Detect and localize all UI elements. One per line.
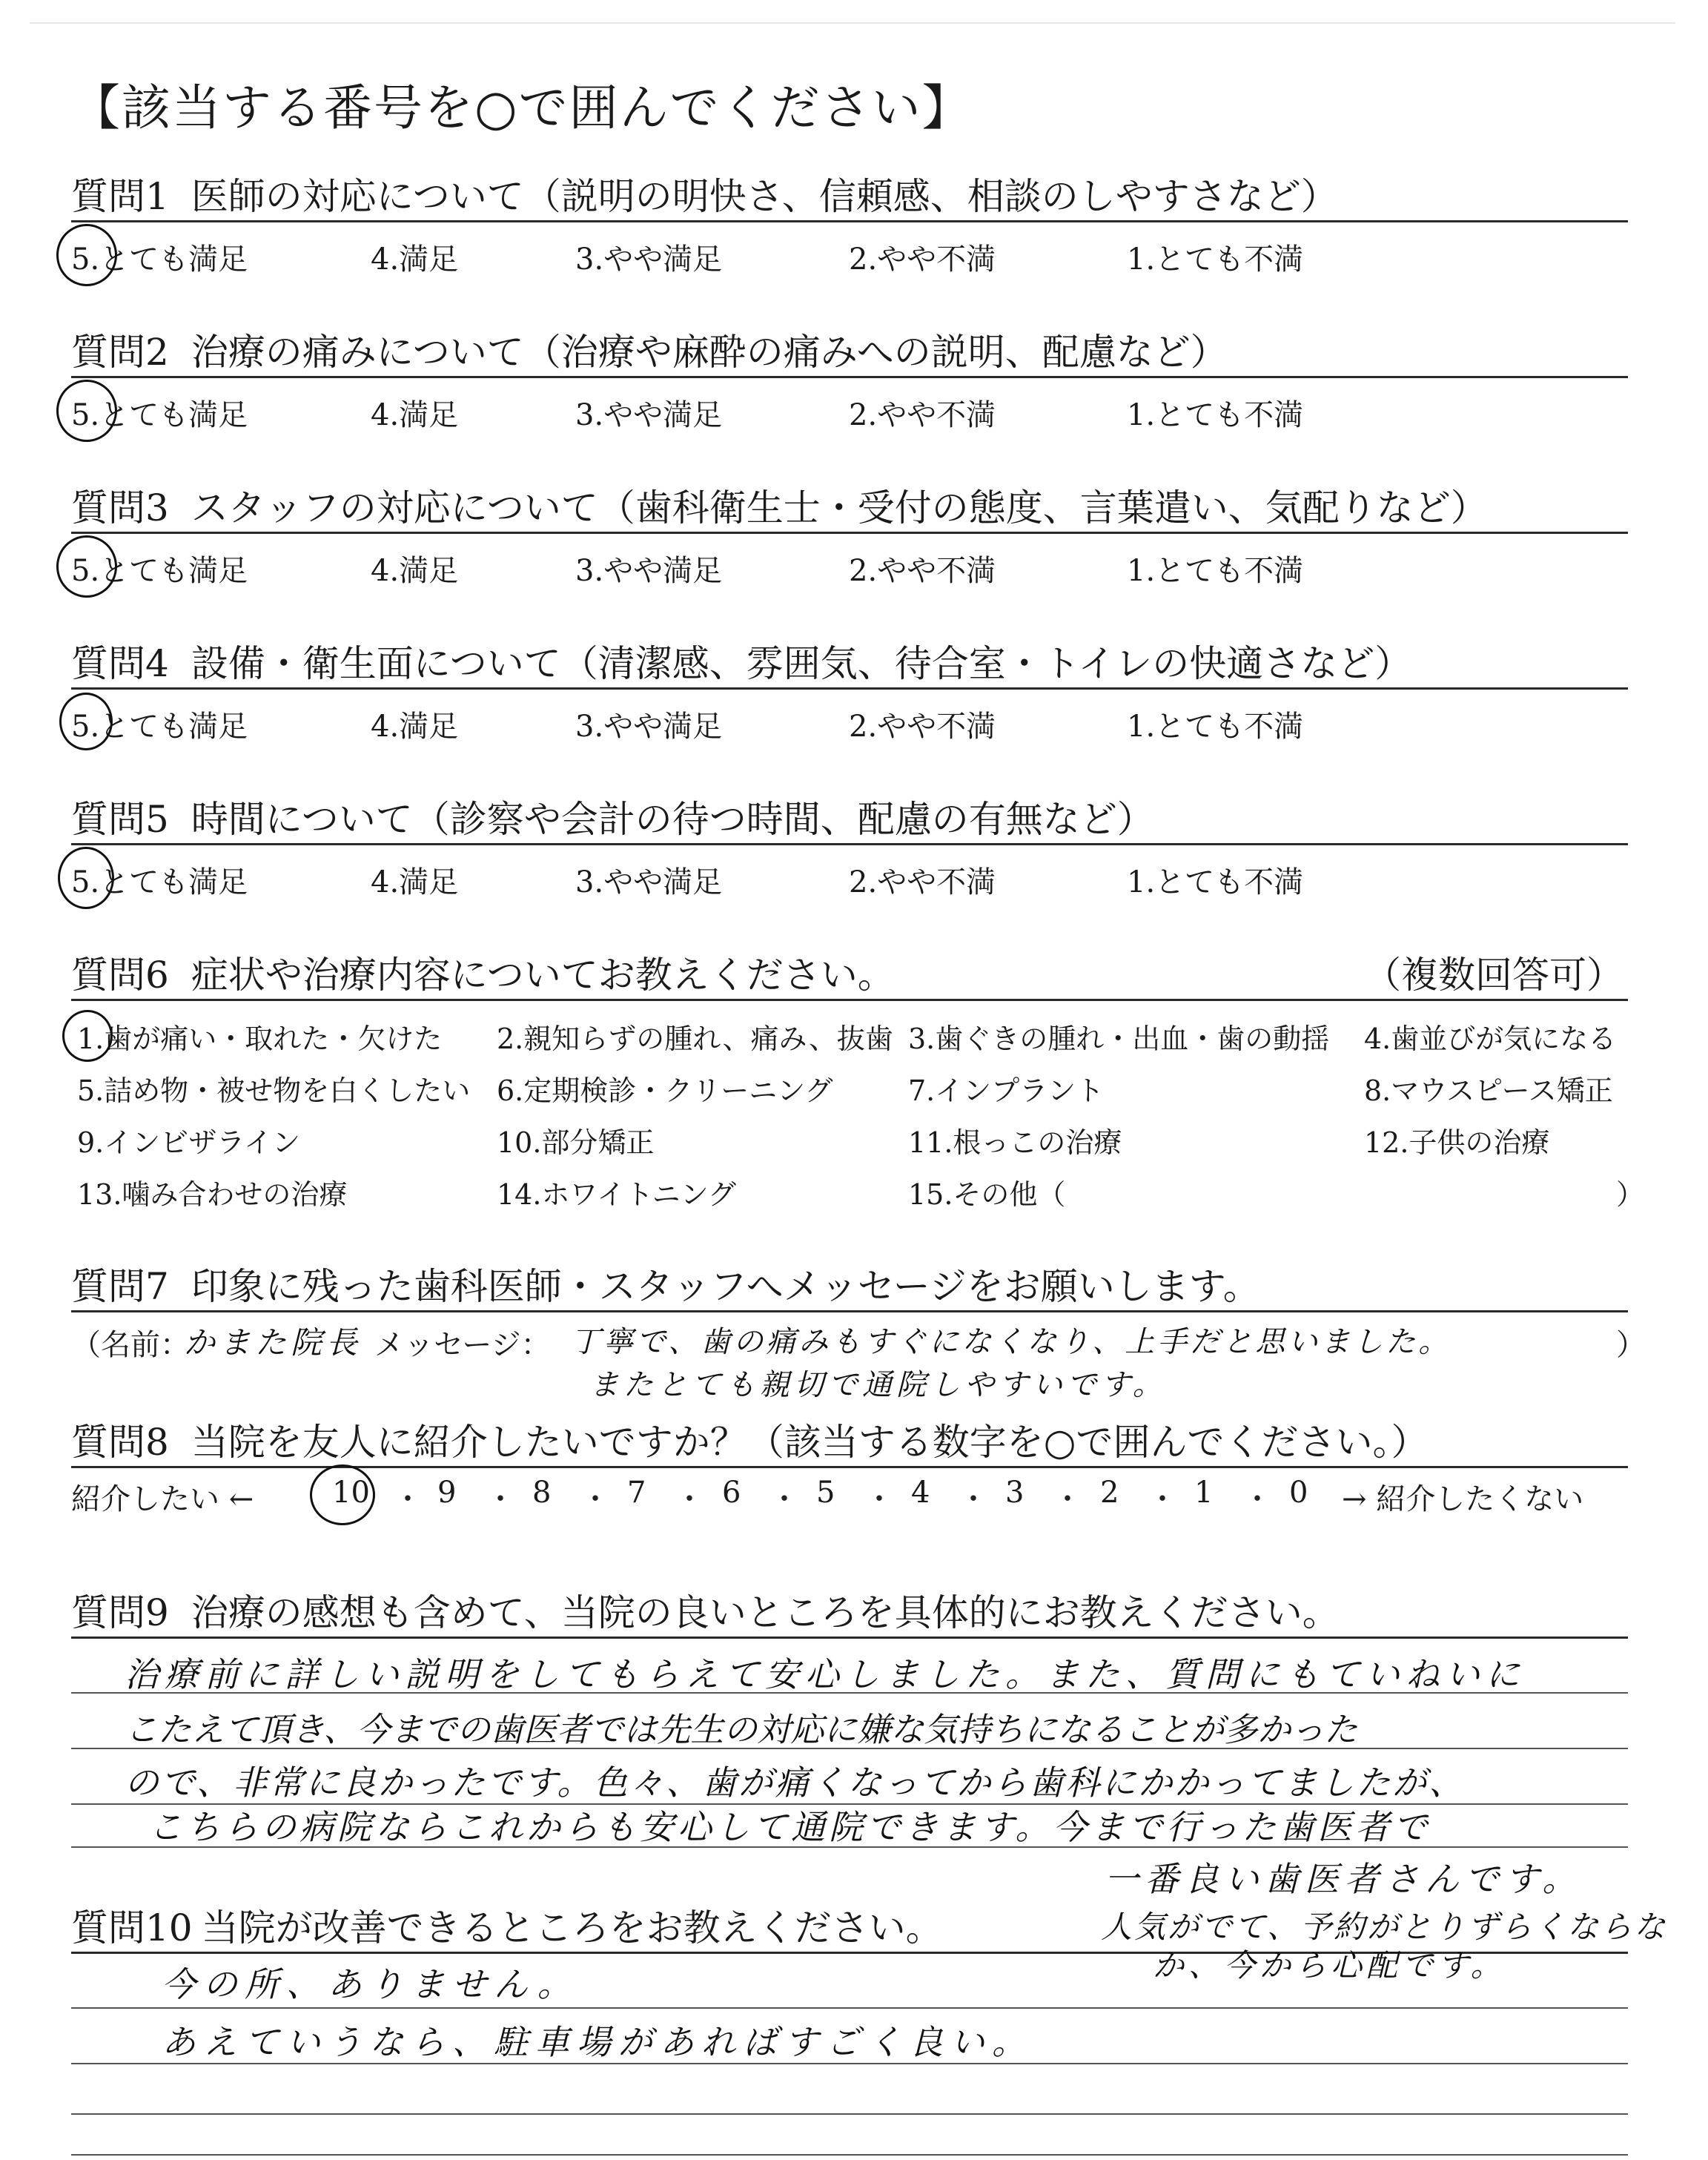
scale-separator: ・ (1053, 1482, 1082, 1516)
q6-option-6[interactable]: 6.定期検診・クリーニング (497, 1074, 833, 1107)
option-1[interactable]: 1.とても不満 (1127, 242, 1304, 277)
rule (71, 999, 1628, 1001)
option-4[interactable]: 4.満足 (371, 398, 459, 432)
question-heading: 質問9 治療の感想も含めて、当院の良いところを具体的にお教えください。 (71, 1591, 1340, 1634)
scale-0[interactable]: 0 (1289, 1476, 1308, 1510)
q10-answer-line-1[interactable]: 今の所、ありません。 (162, 1964, 579, 2004)
scale-separator: ・ (864, 1482, 894, 1516)
question-heading: 質問4 設備・衛生面について（清潔感、雰囲気、待合室・トイレの快適さなど） (71, 642, 1412, 685)
option-4[interactable]: 4.満足 (371, 710, 459, 744)
selection-circle (56, 380, 117, 442)
option-5[interactable]: 5.とても満足 (71, 242, 248, 277)
q6-option-9[interactable]: 9.インビザライン (77, 1126, 301, 1159)
answer-line (71, 2007, 1628, 2009)
option-3[interactable]: 3.やや満足 (575, 398, 723, 432)
question-heading: 質問6 症状や治療内容についてお教えください。 (71, 954, 895, 997)
q6-option-10[interactable]: 10.部分矯正 (497, 1126, 655, 1159)
scale-separator: ・ (1242, 1482, 1272, 1516)
option-1[interactable]: 1.とても不満 (1127, 865, 1304, 899)
selection-circle (310, 1464, 375, 1525)
question-heading: 質問2 治療の痛みについて（治療や麻酔の痛みへの説明、配慮など） (71, 331, 1228, 374)
rule (71, 220, 1628, 222)
option-5[interactable]: 5.とても満足 (71, 554, 248, 588)
option-2[interactable]: 2.やや不満 (849, 398, 996, 432)
q9-answer-line-5[interactable]: 一番良い歯医者さんです。 (1105, 1859, 1583, 1899)
option-3[interactable]: 3.やや満足 (575, 242, 723, 277)
message-line-1[interactable]: 丁寧で、歯の痛みもすぐになくなり、上手だと思いました。 (571, 1325, 1452, 1359)
q6-option-8[interactable]: 8.マウスピース矯正 (1364, 1074, 1613, 1107)
message-label: メッセージ： (374, 1328, 551, 1362)
option-3[interactable]: 3.やや満足 (575, 554, 723, 588)
q10-side-note-line-1[interactable]: 人気がでて、予約がとりずらくならな (1101, 1909, 1668, 1945)
option-3[interactable]: 3.やや満足 (575, 865, 723, 899)
top-border (30, 22, 1675, 24)
scale-separator: ・ (769, 1482, 799, 1516)
selection-circle (56, 535, 117, 598)
message-line-2[interactable]: またとても親切で通院しやすいです。 (589, 1368, 1167, 1402)
rule (71, 376, 1628, 378)
selection-circle (56, 224, 117, 286)
option-2[interactable]: 2.やや不満 (849, 242, 996, 277)
q6-option-11[interactable]: 11.根っこの治療 (908, 1126, 1122, 1159)
option-2[interactable]: 2.やや不満 (849, 865, 996, 899)
scale-2[interactable]: 2 (1100, 1476, 1119, 1510)
option-1[interactable]: 1.とても不満 (1127, 554, 1304, 588)
option-4[interactable]: 4.満足 (371, 554, 459, 588)
scale-4[interactable]: 4 (911, 1476, 930, 1510)
scale-10[interactable]: 10 (332, 1476, 370, 1510)
rule (71, 1636, 1628, 1639)
q6-option-13[interactable]: 13.噛み合わせの治療 (77, 1178, 348, 1211)
selection-circle (62, 1010, 113, 1062)
name-label: （名前： (71, 1328, 190, 1362)
scale-separator: ・ (675, 1482, 704, 1516)
option-5[interactable]: 5.とても満足 (71, 398, 248, 432)
q9-answer-line-2[interactable]: こたえて頂き、今までの歯医者では先生の対応に嫌な気持ちになることが多かった (125, 1710, 1358, 1749)
q10-answer-line-2[interactable]: あえていうなら、駐車場があればすごく良い。 (162, 2022, 1033, 2062)
q6-option-15[interactable]: 15.その他（ (908, 1178, 1066, 1211)
question-heading: 質問1 医師の対応について（説明の明快さ、信頼感、相談のしやすさなど） (71, 175, 1338, 218)
q6-option-2[interactable]: 2.親知らずの腫れ、痛み、抜歯 (497, 1023, 893, 1055)
q6-option-5[interactable]: 5.詰め物・被せ物を白くしたい (77, 1074, 471, 1107)
answer-line (71, 2154, 1628, 2156)
q9-answer-line-3[interactable]: ので、非常に良かったです。色々、歯が痛くなってから歯科にかかってましたが、 (125, 1763, 1466, 1803)
q6-option-12[interactable]: 12.子供の治療 (1364, 1126, 1550, 1159)
q6-option-14[interactable]: 14.ホワイトニング (497, 1178, 737, 1211)
question-heading: 質問7 印象に残った歯科医師・スタッフへメッセージをお願いします。 (71, 1265, 1260, 1308)
scale-7[interactable]: 7 (627, 1476, 646, 1510)
rule (71, 1310, 1628, 1312)
option-1[interactable]: 1.とても不満 (1127, 398, 1304, 432)
q6-option-3[interactable]: 3.歯ぐきの腫れ・出血・歯の動揺 (908, 1023, 1330, 1055)
scale-6[interactable]: 6 (722, 1476, 741, 1510)
message-close: ） (1616, 1328, 1646, 1362)
question-heading: 質問3 スタッフの対応について（歯科衛生士・受付の態度、言葉遣い、気配りなど） (71, 486, 1488, 529)
option-4[interactable]: 4.満足 (371, 865, 459, 899)
q9-answer-line-4[interactable]: こちらの病院ならこれからも安心して通院できます。今まで行った歯医者で (148, 1807, 1431, 1847)
q6-option-1[interactable]: 1.歯が痛い・取れた・欠けた (77, 1023, 443, 1055)
scale-9[interactable]: 9 (437, 1476, 457, 1510)
recommend-left-label: 紹介したい ← (71, 1482, 254, 1516)
option-4[interactable]: 4.満足 (371, 242, 459, 277)
recommend-right-label: → 紹介したくない (1342, 1482, 1584, 1516)
option-5[interactable]: 5.とても満足 (71, 865, 248, 899)
q6-option-15-close: ） (1616, 1178, 1645, 1211)
scale-separator: ・ (1148, 1482, 1177, 1516)
q6-option-4[interactable]: 4.歯並びが気になる (1364, 1023, 1617, 1055)
question-heading: 質問10 当院が改善できるところをお教えください。 (71, 1906, 943, 1949)
question-heading: 質問8 当院を友人に紹介したいですか？（該当する数字を○で囲んでください。） (71, 1421, 1429, 1464)
q10-side-note-line-2[interactable]: か、今から心配です。 (1153, 1947, 1506, 1984)
rule (71, 687, 1628, 690)
name-value[interactable]: かまた院長 (184, 1324, 363, 1361)
q9-answer-line-1[interactable]: 治療前に詳しい説明をしてもらえて安心しました。また、質問にもていねいに (125, 1654, 1526, 1694)
rule (71, 1466, 1628, 1468)
option-2[interactable]: 2.やや不満 (849, 554, 996, 588)
rule (71, 532, 1628, 534)
option-1[interactable]: 1.とても不満 (1127, 710, 1304, 744)
scale-separator: ・ (486, 1482, 515, 1516)
rule (71, 843, 1628, 845)
answer-line (71, 2113, 1628, 2115)
q6-option-7[interactable]: 7.インプラント (908, 1074, 1105, 1107)
option-2[interactable]: 2.やや不満 (849, 710, 996, 744)
scale-3[interactable]: 3 (1005, 1476, 1025, 1510)
scale-separator: ・ (959, 1482, 988, 1516)
question-heading: 質問5 時間について（診察や会計の待つ時間、配慮の有無など） (71, 798, 1154, 841)
page-title: 【該当する番号を○で囲んでください】 (71, 79, 973, 136)
scale-5[interactable]: 5 (816, 1476, 835, 1510)
multiple-answer-note: （複数回答可） (1364, 954, 1623, 997)
selection-circle (59, 693, 113, 750)
scale-1[interactable]: 1 (1194, 1476, 1214, 1510)
option-3[interactable]: 3.やや満足 (575, 710, 723, 744)
scale-separator: ・ (580, 1482, 610, 1516)
selection-circle (58, 847, 114, 909)
scale-8[interactable]: 8 (532, 1476, 552, 1510)
scale-separator: ・ (393, 1482, 423, 1516)
option-5[interactable]: 5.とても満足 (71, 710, 248, 744)
